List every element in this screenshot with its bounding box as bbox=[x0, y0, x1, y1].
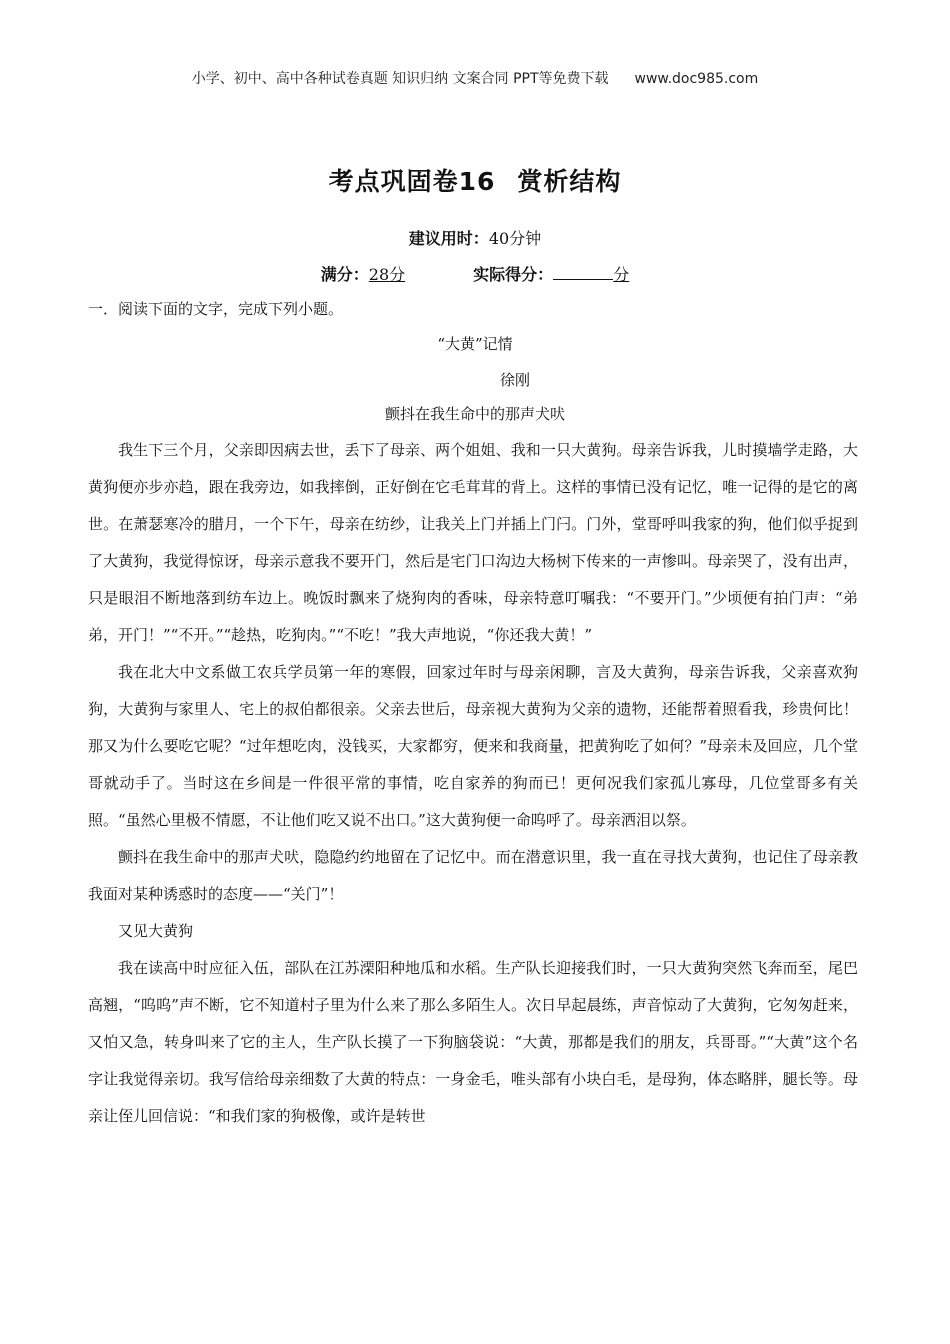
paragraph-2: 我在北大中文系做工农兵学员第一年的寒假，回家过年时与母亲闲聊，言及大黄狗，母亲告诉我，父亲喜欢狗狗，大黄狗与家里人、宅上的叔伯都很亲。父亲去世后，母亲视大黄狗为父亲的遗物，还能帮着照看我，珍贵何比！那又为什么要吃它呢？“过年想吃肉，没钱买，大家都穷，便来和我商量，把黄狗吃了如何？”母亲未及回应，几个堂哥就动手了。当时这在乡间是一件很平常的事情，吃自家养的狗而已！更何况我们家孤儿寡母，几位堂哥多有关照。“虽然心里极不情愿，不让他们吃又说不出口。”这大黄狗便一命呜呼了。母亲洒泪以祭。 bbox=[88, 663, 858, 829]
full-score-label: 满分： bbox=[320, 265, 369, 284]
section-heading-2: 又见大黄狗 bbox=[118, 922, 194, 940]
header-text: 小学、初中、高中各种试卷真题 知识归纳 文案合同 PPT等免费下载 bbox=[191, 71, 609, 87]
section-heading-1: 颤抖在我生命中的那声犬吠 bbox=[384, 405, 565, 423]
header-url[interactable]: www.doc985.com bbox=[634, 71, 759, 87]
actual-score-unit: 分 bbox=[613, 265, 630, 284]
paragraph-3: 颤抖在我生命中的那声犬吠，隐隐约约地留在了记忆中。而在潜意识里，我一直在寻找大黄狗，也记住了母亲教我面对某种诱惑时的态度——“关门”！ bbox=[88, 848, 858, 903]
page-header bbox=[0, 68, 950, 88]
time-value: 40分钟 bbox=[488, 229, 542, 248]
article-author: 徐刚 bbox=[499, 371, 530, 389]
paragraph-4: 我在读高中时应征入伍，部队在江苏溧阳种地瓜和水稻。生产队长迎接我们时，一只大黄狗突然飞奔而至，尾巴高翘，“呜呜”声不断，它不知道村子里为什么来了那么多陌生人。次日早起晨练，声音惊动了大黄狗，它匆匆赶来，又怕又急，转身叫来了它的主人，生产队长摸了一下狗脑袋说：“大黄，那都是我们的朋友，兵哥哥。”“大黄”这个名字让我觉得亲切。我写信给母亲细数了大黄的特点：一身金毛，唯头部有小块白毛，是母狗，体态略胖，腿长等。母亲让侄儿回信说：“和我们家的狗极像，或许是转世 bbox=[88, 959, 858, 1125]
title-sub: 赏析结构 bbox=[517, 167, 622, 196]
paragraph-1: 我生下三个月，父亲即因病去世，丢下了母亲、两个姐姐、我和一只大黄狗。母亲告诉我，儿时摸墙学走路，大黄狗便亦步亦趋，跟在我旁边，如我摔倒，正好倒在它毛茸茸的背上。这样的事情已没有记忆，唯一记得的是它的离世。在萧瑟寒冷的腊月，一个下午，母亲在纺纱，让我关上门并插上门闩。门外，堂哥呼叫我家的狗，他们似乎捉到了大黄狗，我觉得惊讶，母亲示意我不要开门，然后是宅门口沟边大杨树下传来的一声惨叫。母亲哭了，没有出声，只是眼泪不断地落到纺车边上。晚饭时飘来了烧狗肉的香味，母亲特意叮嘱我：“不要开门。”少顷便有拍门声：“弟弟，开门！”“不开。”“趁热，吃狗肉。”“不吃！”我大声地说，“你还我大黄！” bbox=[88, 441, 858, 644]
document-title bbox=[0, 162, 950, 198]
article-body bbox=[88, 432, 858, 1135]
question-instruction: 一．阅读下面的文字，完成下列小题。 bbox=[88, 300, 344, 318]
full-score-value: 28分 bbox=[368, 265, 406, 284]
score-line bbox=[0, 262, 950, 285]
time-label: 建议用时： bbox=[408, 229, 489, 248]
title-main: 考点巩固卷16 bbox=[328, 167, 496, 196]
actual-score-blank bbox=[553, 265, 613, 280]
article-title: “大黄”记情 bbox=[437, 335, 513, 353]
suggested-time bbox=[0, 226, 950, 249]
actual-score-label: 实际得分： bbox=[473, 265, 554, 284]
